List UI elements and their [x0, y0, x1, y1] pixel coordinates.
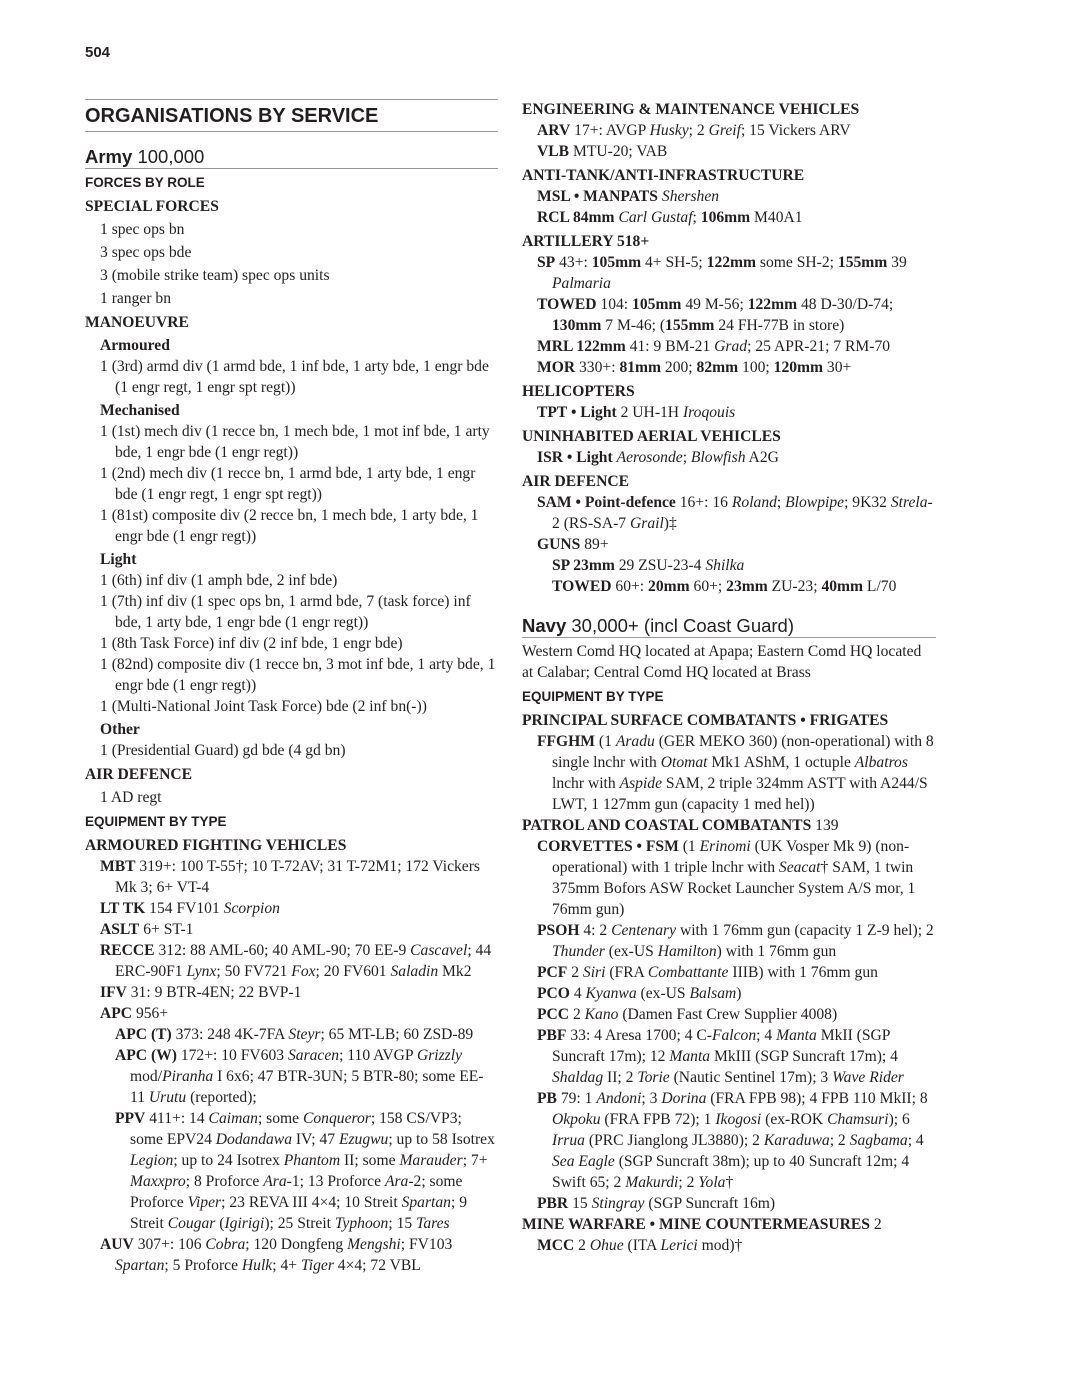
entry: PBF 33: 4 Aresa 1700; 4 C-Falcon; 4 Manta MkII (SGP Suncraft 17m); 12 Manta MkIII (SGP Suncraft 17m); 4 Shaldag II; 2 Torie (Nautic Sentinel 17m); 3 Wave Rider [537, 1027, 904, 1086]
category-heading: UNINHABITED AERIAL VEHICLES [522, 428, 781, 445]
service-strength: 30,000+ (incl Coast Guard) [566, 615, 795, 636]
entry: TPT • Light 2 UH-1H Iroqouis [537, 404, 736, 421]
entry: GUNS 89+ [537, 536, 609, 553]
service-strength: 100,000 [132, 146, 205, 167]
category-heading: SPECIAL FORCES [85, 198, 219, 215]
role-subheading: Other [100, 721, 140, 738]
entry: 1 AD regt [100, 789, 162, 806]
entry: PCF 2 Siri (FRA Combattante IIIB) with 1 76mm gun [537, 964, 878, 981]
category-heading: AIR DEFENCE [85, 766, 193, 783]
role-subheading: Armoured [100, 337, 170, 354]
spacer [522, 597, 936, 615]
entry: 3 spec ops bde [100, 244, 192, 261]
role-subheading: Light [100, 551, 137, 568]
entry: TOWED 104: 105mm 49 M-56; 122mm 48 D-30/D-74; 130mm 7 M-46; (155mm 24 FH-77B in store) [537, 296, 894, 334]
sub-entry: TOWED 60+: 20mm 60+; 23mm ZU-23; 40mm L/70 [552, 578, 897, 595]
category-heading: ARMOURED FIGHTING VEHICLES [85, 837, 347, 854]
entry: 1 (Presidential Guard) gd bde (4 gd bn) [100, 742, 346, 759]
entry: ARV 17+: AVGP Husky; 2 Greif; 15 Vickers ARV [537, 122, 851, 139]
category-heading: HELICOPTERS [522, 383, 635, 400]
entry: 1 (2nd) mech div (1 recce bn, 1 armd bde, 1 arty bde, 1 engr bde (1 engr regt, 1 engr spt regt)) [100, 465, 476, 503]
entry: CORVETTES • FSM (1 Erinomi (UK Vosper Mk 9) (non-operational) with 1 triple lnchr with Seacat† SAM, 1 twin 375mm Bofors ASW Rocket Launcher System A/S mor, 1 76mm gun) [537, 838, 916, 918]
entry: 1 (81st) composite div (2 recce bn, 1 mech bde, 1 arty bde, 1 engr bde (1 engr regt)) [100, 507, 479, 545]
entry: MBT 319+: 100 T-55†; 10 T-72AV; 31 T-72M1; 172 Vickers Mk 3; 6+ VT-4 [100, 858, 480, 896]
entry: 1 ranger bn [100, 290, 172, 307]
entry: 1 (1st) mech div (1 recce bn, 1 mech bde, 1 mot inf bde, 1 arty bde, 1 engr bde (1 engr regt)) [100, 423, 490, 461]
entry: ASLT 6+ ST-1 [100, 921, 194, 938]
section-title: ORGANISATIONS BY SERVICE [85, 99, 498, 132]
entry: FFGHM (1 Aradu (GER MEKO 360) (non-operational) with 8 single lnchr with Otomat Mk1 AShM, 1 octuple Albatros lnchr with Aspide SAM, 2 triple 324mm ASTT with A244/S LWT, 1 127mm gun (capacity 1 med hel)) [537, 733, 934, 813]
role-subheading: Mechanised [100, 402, 180, 419]
entry: 1 (3rd) armd div (1 armd bde, 1 inf bde, 1 arty bde, 1 engr bde (1 engr regt, 1 engr spt regt)) [100, 358, 489, 396]
entry: MCC 2 Ohue (ITA Lerici mod)† [537, 1237, 743, 1254]
right-column [522, 96, 936, 1256]
entry: PCC 2 Kano (Damen Fast Crew Supplier 4008) [537, 1006, 838, 1023]
entry: RECCE 312: 88 AML-60; 40 AML-90; 70 EE-9 Cascavel; 44 ERC-90F1 Lynx; 50 FV721 Fox; 20 FV601 Saladin Mk2 [100, 942, 492, 980]
service-heading [522, 615, 936, 638]
entry: 1 (6th) inf div (1 amph bde, 2 inf bde) [100, 572, 338, 589]
entry: SP 43+: 105mm 4+ SH-5; 122mm some SH-2; 155mm 39 Palmaria [537, 254, 907, 292]
category-heading: MINE WARFARE • MINE COUNTERMEASURES 2 [522, 1216, 882, 1233]
entry: MOR 330+: 81mm 200; 82mm 100; 120mm 30+ [537, 359, 852, 376]
category-heading: ANTI-TANK/ANTI-INFRASTRUCTURE [522, 167, 805, 184]
entry: IFV 31: 9 BTR-4EN; 22 BVP-1 [100, 984, 302, 1001]
page-number: 504 [85, 44, 111, 61]
sub-entry: SP 23mm 29 ZSU-23-4 Shilka [552, 557, 745, 574]
entry: PB 79: 1 Andoni; 3 Dorina (FRA FPB 98); 4 FPB 110 MkII; 8 Okpoku (FRA FPB 72); 1 Ikogosi (ex-ROK Chamsuri); 6 Irrua (PRC Jianglong JL3880); 2 Karaduwa; 2 Sagbama; 4 Sea Eagle (SGP Suncraft 38m); up to 40 Suncraft 12m; 4 Swift 65; 2 Makurdi; 2 Yola† [537, 1090, 928, 1191]
entry: 1 (Multi-National Joint Task Force) bde (2 inf bn(-)) [100, 698, 427, 715]
entry: AUV 307+: 106 Cobra; 120 Dongfeng Mengshi; FV103 Spartan; 5 Proforce Hulk; 4+ Tiger 4×4; 72 VBL [100, 1236, 453, 1274]
subsection-heading: EQUIPMENT BY TYPE [522, 689, 664, 704]
entry: PBR 15 Stingray (SGP Suncraft 16m) [537, 1195, 776, 1212]
category-heading: ARTILLERY 518+ [522, 233, 650, 250]
category-heading: PRINCIPAL SURFACE COMBATANTS • FRIGATES [522, 712, 889, 729]
entry: APC 956+ [100, 1005, 169, 1022]
entry: PCO 4 Kyanwa (ex-US Balsam) [537, 985, 742, 1002]
entry: MSL • MANPATS Shershen [537, 188, 720, 205]
entry: 3 (mobile strike team) spec ops units [100, 267, 330, 284]
service-heading [85, 146, 498, 169]
entry: RCL 84mm Carl Gustaf; 106mm M40A1 [537, 209, 803, 226]
subsection-heading: FORCES BY ROLE [85, 175, 205, 190]
entry: LT TK 154 FV101 Scorpion [100, 900, 280, 917]
category-heading: AIR DEFENCE [522, 473, 630, 490]
entry: MRL 122mm 41: 9 BM-21 Grad; 25 APR-21; 7 RM-70 [537, 338, 891, 355]
service-name: Navy [522, 615, 567, 636]
sub-entry: APC (T) 373: 248 4K-7FA Steyr; 65 MT-LB; 60 ZSD-89 [115, 1026, 474, 1043]
entry: ISR • Light Aerosonde; Blowfish A2G [537, 449, 779, 466]
sub-entry: APC (W) 172+: 10 FV603 Saracen; 110 AVGP Grizzly mod/Piranha I 6x6; 47 BTR-3UN; 5 BTR-80; some EE-11 Urutu (reported); [115, 1047, 484, 1106]
entry: 1 (82nd) composite div (1 recce bn, 3 mot inf bde, 1 arty bde, 1 engr bde (1 engr regt)) [100, 656, 496, 694]
sub-entry: PPV 411+: 14 Caiman; some Conqueror; 158 CS/VP3; some EPV24 Dodandawa IV; 47 Ezugwu; up to 58 Isotrex Legion; up to 24 Isotrex Phantom II; some Marauder; 7+ Maxxpro; 8 Proforce Ara-1; 13 Proforce Ara-2; some Proforce Viper; 23 REVA III 4×4; 10 Streit Spartan; 9 Streit Cougar (Igirigi); 25 Streit Typhoon; 15 Tares [115, 1110, 495, 1232]
entry: VLB MTU-20; VAB [537, 143, 668, 160]
category-heading: PATROL AND COASTAL COMBATANTS 139 [522, 817, 839, 834]
category-heading: ENGINEERING & MAINTENANCE VEHICLES [522, 101, 860, 118]
entry: 1 spec ops bn [100, 221, 185, 238]
service-name: Army [85, 146, 133, 167]
subsection-heading: EQUIPMENT BY TYPE [85, 814, 227, 829]
entry: SAM • Point-defence 16+: 16 Roland; Blowpipe; 9K32 Strela-2 (RS-SA-7 Grail)‡ [537, 494, 933, 532]
category-heading: MANOEUVRE [85, 314, 189, 331]
left-column [85, 96, 498, 1276]
entry: 1 (7th) inf div (1 spec ops bn, 1 armd bde, 7 (task force) inf bde, 1 arty bde, 1 engr bde (1 engr regt)) [100, 593, 471, 631]
paragraph: Western Comd HQ located at Apapa; Eastern Comd HQ located at Calabar; Central Comd HQ located at Brass [522, 643, 922, 681]
entry: PSOH 4: 2 Centenary with 1 76mm gun (capacity 1 Z-9 hel); 2 Thunder (ex-US Hamilton) with 1 76mm gun [537, 922, 934, 960]
entry: 1 (8th Task Force) inf div (2 inf bde, 1 engr bde) [100, 635, 403, 652]
